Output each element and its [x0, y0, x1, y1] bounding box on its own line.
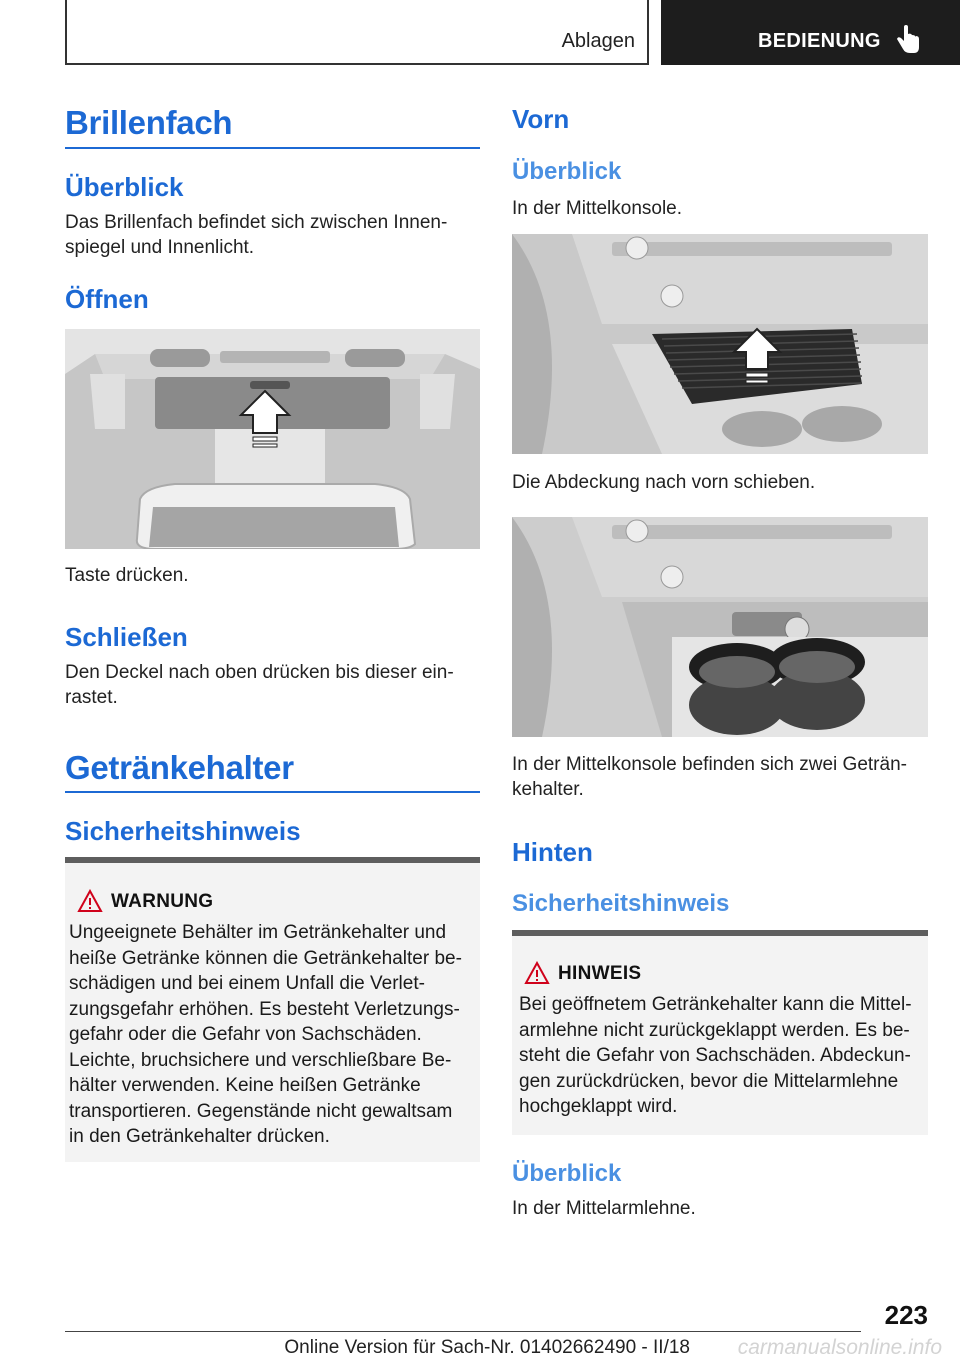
hand-pointer-icon	[895, 25, 921, 55]
caption-cover: Die Abdeckung nach vorn schieben.	[512, 472, 816, 493]
page-number: 223	[884, 1300, 928, 1330]
hint-text: Bei geöffnetem Getränkehalter kann die Mittel- armlehne nicht zurückgeklappt werden. Es be- steht die Gefahr von Sachschäden. Abdeckun- gen zurückdrücken, bevor die Mittelarmlehne hochgeklappt wird.	[519, 994, 912, 1117]
footer-rule	[65, 1331, 861, 1332]
hint-title: HINWEIS	[558, 963, 642, 984]
warning-triangle-icon	[524, 961, 550, 985]
warning-box	[65, 857, 480, 1162]
caption-oeffnen: Taste drücken.	[65, 565, 189, 586]
heading-ueberblick-hinten: Überblick	[512, 1160, 622, 1187]
caption-cupholders: In der Mittelkonsole befinden sich zwei Geträn- kehalter.	[512, 754, 907, 800]
warning-triangle-icon	[77, 889, 103, 913]
text-ueberblick-hinten: In der Mittelarmlehne.	[512, 1198, 696, 1219]
header-chapter-tab	[661, 0, 960, 65]
section-title-brillenfach: Brillenfach	[65, 104, 233, 141]
heading-vorn: Vorn	[512, 104, 570, 134]
section-title-getraenkehalter: Getränkehalter	[65, 749, 294, 786]
header-chapter-label: BEDIENUNG	[758, 30, 881, 52]
text-ueberblick-vorn: In der Mittelkonsole.	[512, 198, 683, 219]
heading-ueberblick: Überblick	[65, 172, 184, 202]
text-schliessen: Den Deckel nach oben drücken bis dieser ein- rastet.	[65, 662, 454, 708]
section-rule	[65, 791, 480, 793]
heading-hinten: Hinten	[512, 837, 593, 867]
illustration-cupholders	[512, 517, 928, 737]
heading-oeffnen: Öffnen	[65, 284, 149, 314]
warning-title: WARNUNG	[111, 891, 214, 912]
heading-sicherheitshinweis-hinten: Sicherheitshinweis	[512, 890, 730, 917]
illustration-brillenfach	[65, 329, 480, 549]
heading-sicherheitshinweis: Sicherheitshinweis	[65, 816, 301, 846]
warning-text: Ungeeignete Behälter im Getränkehalter und heiße Getränke können die Getränkehalter be- schädigen und bei einem Unfall die Verlet- zungsgefahr erhöhen. Es besteht Verletzungs- gefahr oder die Gefahr von Sachschäden. Leichte, bruchsichere und verschließbare Be- hälter verwenden. Keine heißen Getränke transportieren. Gegenstände nicht gewaltsam in den Getränkehalter drücken.	[69, 922, 462, 1147]
footer-online-version: Online Version für Sach-Nr. 01402662490 - II/18	[284, 1337, 690, 1358]
section-rule	[65, 147, 480, 149]
header-section-label: Ablagen	[561, 30, 635, 52]
heading-ueberblick-vorn: Überblick	[512, 158, 622, 185]
text-ueberblick: Das Brillenfach befindet sich zwischen Innen- spiegel und Innenlicht.	[65, 212, 448, 258]
heading-schliessen: Schließen	[65, 622, 188, 652]
watermark: carmanualsonline.info	[737, 1336, 942, 1359]
illustration-cover	[512, 234, 928, 454]
header-section-tab	[65, 0, 649, 65]
hint-box	[512, 930, 928, 1135]
